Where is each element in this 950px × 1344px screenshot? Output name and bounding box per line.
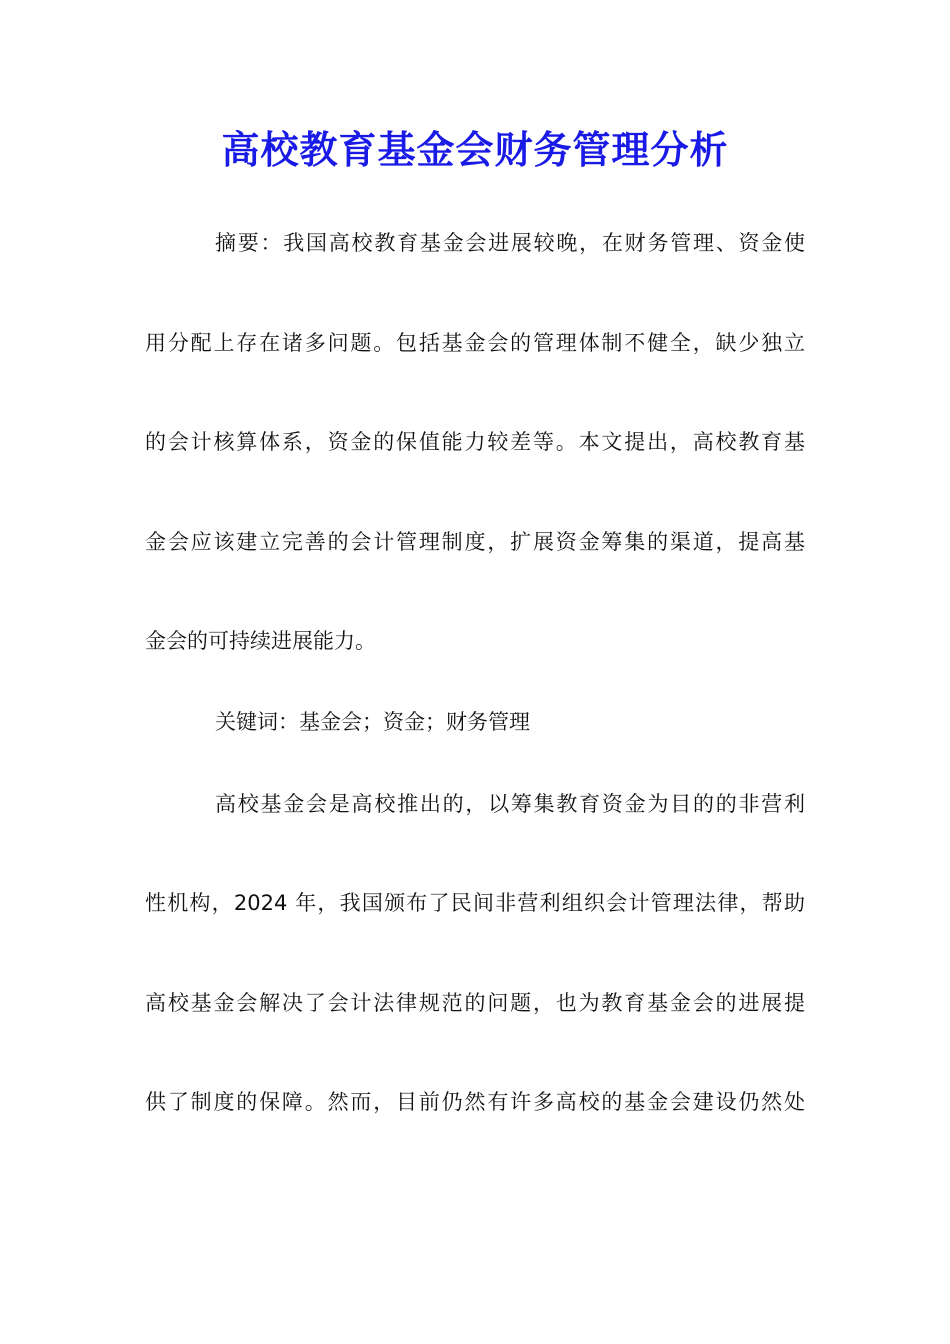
abstract-line: 用分配上存在诸多问题。包括基金会的管理体制不健全，缺少独立: [145, 331, 805, 355]
body-line: 高校基金会是高校推出的，以筹集教育资金为目的的非营利: [215, 792, 805, 816]
body-line: 供了制度的保障。然而，目前仍然有许多高校的基金会建设仍然处: [145, 1090, 805, 1114]
keywords-line: 关键词：基金会；资金；财务管理: [215, 710, 530, 734]
abstract-line: 摘要：我国高校教育基金会进展较晚，在财务管理、资金使: [215, 231, 805, 255]
body-line: 性机构，2024 年，我国颁布了民间非营利组织会计管理法律，帮助: [145, 891, 805, 915]
abstract-line: 的会计核算体系，资金的保值能力较差等。本文提出，高校教育基: [145, 430, 805, 454]
document-title: 高校教育基金会财务管理分析: [221, 127, 729, 172]
abstract-line: 金会的可持续进展能力。: [145, 629, 376, 653]
body-line: 高校基金会解决了会计法律规范的问题，也为教育基金会的进展提: [145, 991, 805, 1015]
abstract-line: 金会应该建立完善的会计管理制度，扩展资金筹集的渠道，提高基: [145, 530, 805, 554]
